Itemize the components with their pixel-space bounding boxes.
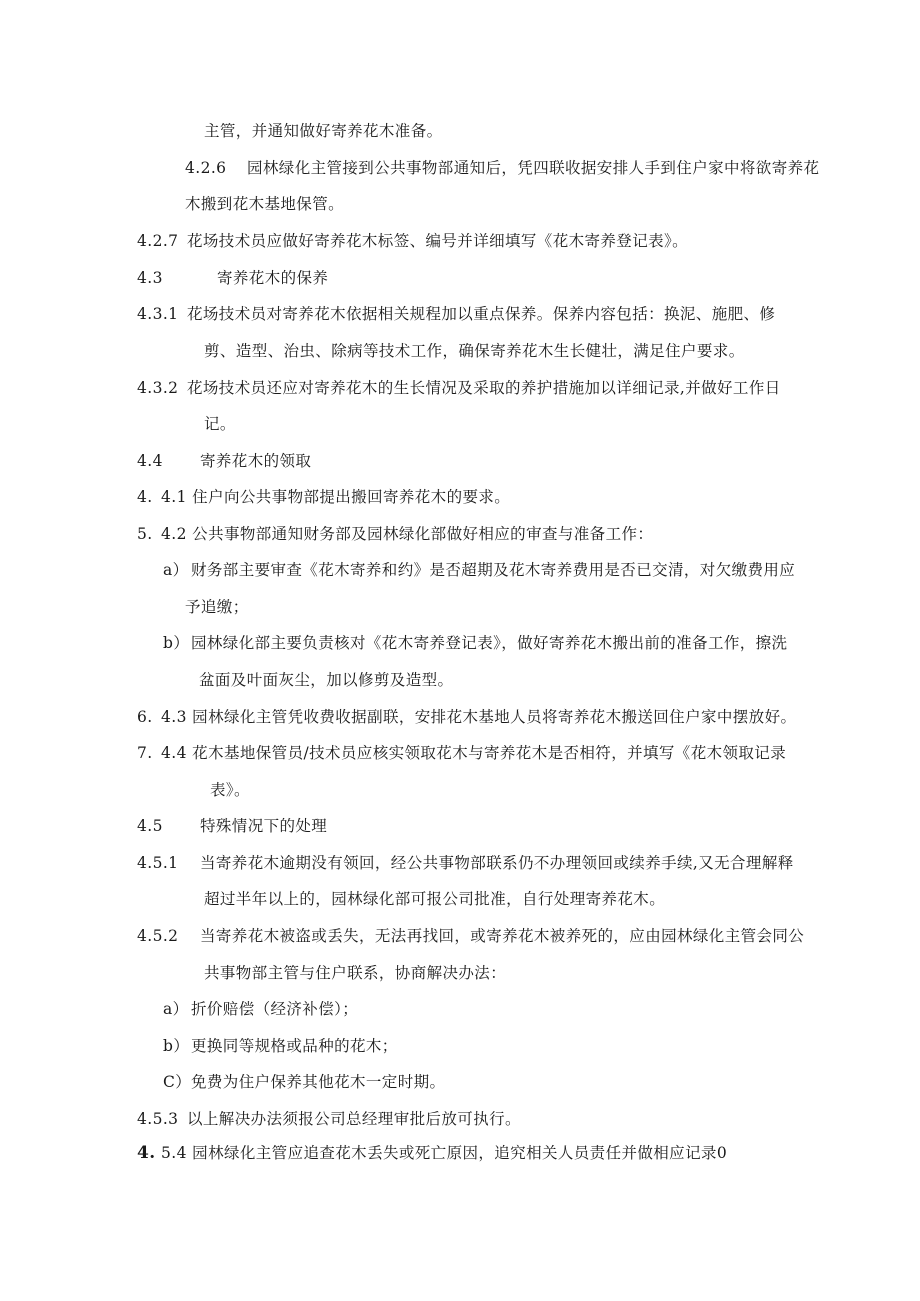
clause-4-4-4: 7. 4.4 花木基地保管员/技术员应核实领取花木与寄养花木是否相符，并填写《花木领取记录: [137, 744, 787, 762]
clause-4-5-3: 4.5.3 以上解决办法须报公司总经理审批后放可执行。: [137, 1110, 521, 1128]
sub-item-marker: C）: [163, 1073, 192, 1091]
section-number: 4.5: [137, 817, 163, 835]
clause-number: 4.2.6: [185, 159, 227, 177]
sub-item-b: b） 更换同等规格或品种的花木；: [163, 1037, 398, 1055]
sub-item-marker: b）: [163, 1037, 190, 1055]
list-number: 4.: [137, 1143, 156, 1163]
clause-number: 4.5.3: [137, 1110, 179, 1128]
clause-4-3-1: 4.3.1 花场技术员对寄养花木依据相关规程加以重点保养。保养内容包括：换泥、施肥、修: [137, 305, 776, 323]
clause-4-5-4: 4. 5.4 园林绿化主管应追查花木丢失或死亡原因，追究相关人员责任并做相应记录0: [137, 1143, 728, 1163]
text-line: 共事物部主管与住户联系，协商解决办法：: [204, 964, 507, 982]
clause-4-5-1: 4.5.1 当寄养花木逾期没有领回，经公共事物部联系仍不办理领回或续养手续,又无合理解释: [137, 854, 794, 872]
clause-number: 4.5.1: [137, 854, 179, 872]
section-heading-4-3: 4.3 寄养花木的保养: [137, 269, 329, 287]
list-number: 7.: [137, 744, 153, 762]
clause-number: 4.5.2: [137, 927, 179, 945]
clause-4-4-2: 5. 4.2 公共事物部通知财务部及园林绿化部做好相应的审查与准备工作：: [137, 525, 654, 543]
clause-4-4-3: 6. 4.3 园林绿化主管凭收费收据副联，安排花木基地人员将寄养花木搬送回住户家中摆放好。: [137, 708, 797, 726]
sub-item-a: a） 折价赔偿（经济补偿）；: [163, 1000, 359, 1018]
text-line: 盆面及叶面灰尘，加以修剪及造型。: [199, 671, 454, 689]
list-number: 4.: [137, 488, 153, 506]
text-line: 剪、造型、治虫、除病等技术工作，确保寄养花木生长健壮，满足住户要求。: [204, 342, 745, 360]
sub-item-a: a） 财务部主要审查《花木寄养和约》是否超期及花木寄养费用是否已交清，对欠缴费用应: [163, 561, 796, 579]
section-number: 4.4: [137, 452, 163, 470]
sub-item-marker: a）: [163, 1000, 189, 1018]
sub-item-b: b） 园林绿化部主要负责核对《花木寄养登记表》，做好寄养花木搬出前的准备工作，擦洗: [163, 634, 788, 652]
list-number: 5.: [137, 525, 153, 543]
text-line: 记。: [204, 415, 236, 433]
text-line: 主管，并通知做好寄养花木准备。: [204, 122, 443, 140]
text-line: 超过半年以上的，园林绿化部可报公司批准，自行处理寄养花木。: [204, 890, 666, 908]
section-number: 4.3: [137, 269, 163, 287]
section-heading-4-4: 4.4 寄养花木的领取: [137, 452, 312, 470]
clause-4-4-1: 4. 4.1 住户向公共事物部提出搬回寄养花木的要求。: [137, 488, 511, 506]
list-number: 6.: [137, 708, 153, 726]
clause-number: 4.3.2: [137, 379, 179, 397]
sub-item-marker: a）: [163, 561, 189, 579]
section-heading-4-5: 4.5 特殊情况下的处理: [137, 817, 328, 835]
clause-4-5-2: 4.5.2 当寄养花木被盗或丢失，无法再找回，或寄养花木被养死的，应由园林绿化主管会同公: [137, 927, 805, 945]
sub-item-marker: b）: [163, 634, 190, 652]
text-line: 表》。: [210, 781, 250, 799]
clause-4-2-6: 4.2.6 园林绿化主管接到公共事物部通知后，凭四联收据安排人手到住户家中将欲寄养花: [185, 159, 820, 177]
text-line: 予追缴；: [185, 598, 249, 616]
clause-4-3-2: 4.3.2 花场技术员还应对寄养花木的生长情况及采取的养护措施加以详细记录,并做好工作日: [137, 379, 781, 397]
text-line: 木搬到花木基地保管。: [185, 195, 345, 213]
clause-4-2-7: 4.2.7 花场技术员应做好寄养花木标签、编号并详细填写《花木寄养登记表》。: [137, 232, 689, 250]
sub-item-c: C）免费为住户保养其他花木一定时期。: [163, 1073, 446, 1091]
clause-number: 4.2.7: [137, 232, 179, 250]
clause-number: 4.3.1: [137, 305, 179, 323]
